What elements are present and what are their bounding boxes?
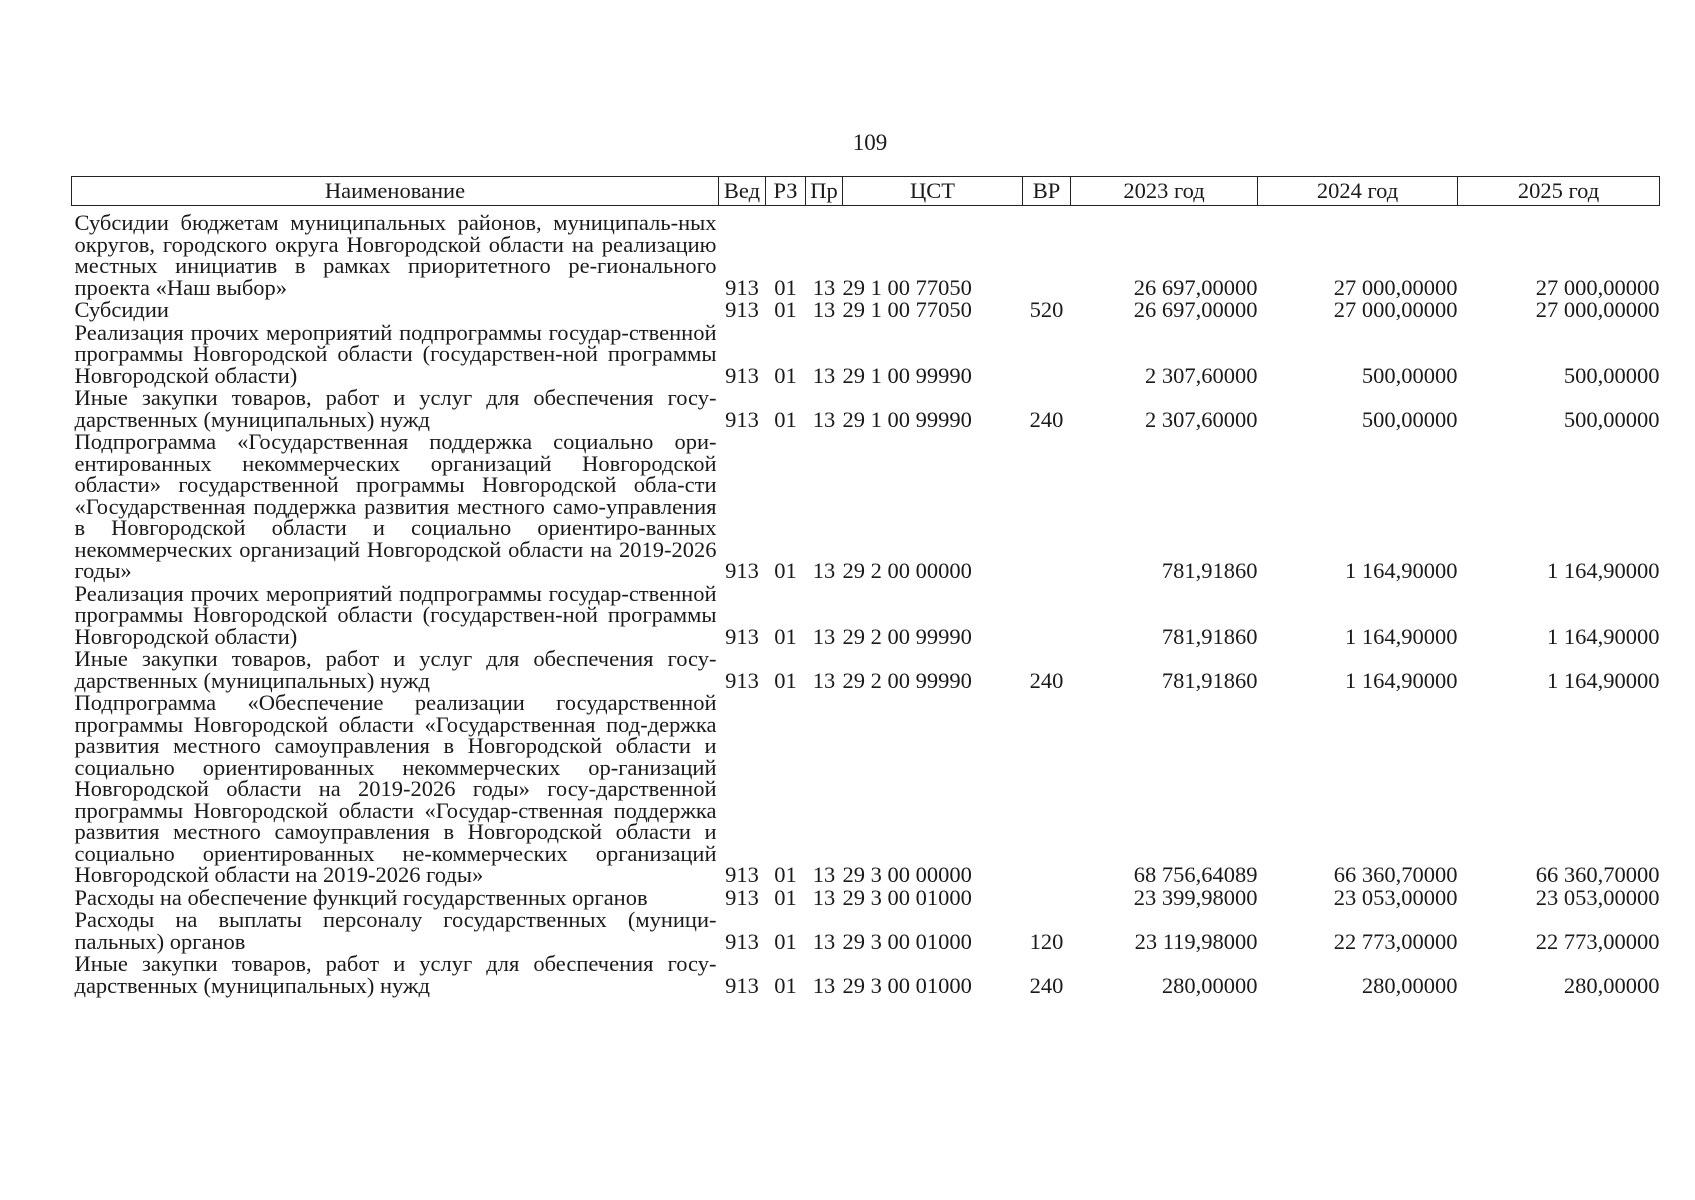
row-vr: 520	[1029, 297, 1064, 322]
row-pr: 13	[812, 623, 836, 649]
row-amount-2025: 1 164,90000	[1547, 558, 1660, 583]
row-amount-2025: 66 360,70000	[1535, 862, 1660, 887]
row-cst: 29 1 00 99990	[842, 406, 972, 432]
row-amount-2025: 1 164,90000	[1547, 667, 1660, 693]
row-ved: 913	[725, 558, 759, 583]
header-pr: Пр	[806, 177, 843, 206]
row-ved: 913	[725, 928, 759, 954]
table-row	[72, 953, 1660, 997]
row-vr: 240	[1029, 406, 1064, 432]
row-rz: 01	[774, 274, 797, 300]
row-name: Подпрограмма «Государственная поддержка социально ори-ентированных некоммерческих организаций Новгородской области» государственной программы Новгородской обла-сти «Государственная поддержка развития местного само-управления в Новгородской области и социально ориентиро-ванных некоммерческих организаций Новгородской области на 2019-2026 годы»	[74, 429, 717, 583]
row-rz: 01	[774, 623, 797, 649]
row-cst: 29 3 00 01000	[842, 884, 972, 910]
row-amount-2024: 23 053,00000	[1333, 884, 1458, 910]
row-vr	[1023, 322, 1071, 388]
row-pr: 13	[812, 862, 836, 887]
row-name: Подпрограмма «Обеспечение реализации государственной программы Новгородской области «Государственная под-держка развития местного самоуправления в Новгородской области и социально ориентированных некоммерческих ор-ганизаций Новгородской области на 2019-2026 годы» госу-дарственной программы Новгородской области «Государ-ственная поддержка развития местного самоуправления в Новгородской области и социально ориентированных не-коммерческих организаций Новгородской области на 2019-2026 годы»	[74, 690, 717, 887]
row-cst: 29 1 00 77050	[842, 297, 972, 322]
row-rz: 01	[774, 667, 797, 693]
row-ved: 913	[725, 623, 759, 649]
row-amount-2025: 23 053,00000	[1535, 884, 1660, 910]
row-rz: 01	[774, 928, 797, 954]
table-row	[72, 909, 1660, 953]
header-2024: 2024 год	[1258, 177, 1458, 206]
row-name: Реализация прочих мероприятий подпрограммы государ-ственной программы Новгородской области (государствен-ной программы Новгородской области)	[74, 580, 717, 649]
row-ved: 913	[725, 406, 759, 432]
header-ved: Вед	[719, 177, 766, 206]
row-amount-2023: 23 399,98000	[1133, 884, 1258, 910]
row-vr: 240	[1029, 667, 1064, 693]
row-amount-2025: 27 000,00000	[1535, 274, 1660, 300]
row-name: Иные закупки товаров, работ и услуг для обеспечения госу-дарственных (муниципальных) нужд	[74, 646, 717, 693]
table-row	[72, 692, 1660, 887]
table-row	[72, 206, 1660, 300]
row-amount-2025: 500,00000	[1563, 406, 1660, 432]
row-vr	[1023, 692, 1071, 887]
row-pr: 13	[812, 362, 836, 388]
row-amount-2024: 1 164,90000	[1345, 623, 1458, 649]
row-name: Расходы на обеспечение функций государственных органов	[74, 884, 648, 910]
row-amount-2023: 23 119,98000	[1134, 928, 1258, 954]
row-amount-2024: 500,00000	[1361, 406, 1458, 432]
row-ved: 913	[725, 972, 759, 998]
row-ved: 913	[725, 862, 759, 887]
row-cst: 29 3 00 00000	[842, 862, 972, 887]
budget-table	[71, 176, 1660, 997]
row-amount-2023: 781,91860	[1161, 667, 1258, 693]
row-pr: 13	[812, 297, 836, 322]
table-body	[72, 206, 1660, 998]
row-amount-2024: 22 773,00000	[1333, 928, 1458, 954]
row-vr	[1023, 431, 1071, 583]
row-name: Реализация прочих мероприятий подпрограммы государ-ственной программы Новгородской области (государствен-ной программы Новгородской области)	[74, 319, 717, 388]
header-vr: ВР	[1023, 177, 1071, 206]
row-amount-2023: 26 697,00000	[1133, 297, 1258, 322]
row-vr: 120	[1029, 928, 1064, 954]
row-ved: 913	[725, 274, 759, 300]
row-pr: 13	[812, 884, 836, 910]
table-row	[72, 887, 1660, 910]
row-amount-2023: 280,00000	[1161, 972, 1258, 998]
header-2023: 2023 год	[1071, 177, 1258, 206]
row-name: Субсидии бюджетам муниципальных районов, муниципаль-ных округов, городского округа Новгородской области на реализацию местных инициатив в рамках приоритетного ре-гионального проекта «Наш выбор»	[74, 210, 717, 300]
table-row	[72, 583, 1660, 649]
row-amount-2024: 27 000,00000	[1333, 297, 1458, 322]
row-cst: 29 1 00 99990	[842, 362, 972, 388]
row-cst: 29 3 00 01000	[842, 972, 972, 998]
row-cst: 29 2 00 00000	[842, 558, 972, 583]
row-pr: 13	[812, 274, 836, 300]
row-amount-2024: 27 000,00000	[1333, 274, 1458, 300]
row-amount-2024: 66 360,70000	[1333, 862, 1458, 887]
header-cst: ЦСТ	[843, 177, 1023, 206]
row-amount-2025: 27 000,00000	[1535, 297, 1660, 322]
row-rz: 01	[774, 297, 797, 322]
row-amount-2025: 500,00000	[1563, 362, 1660, 388]
row-amount-2024: 280,00000	[1361, 972, 1458, 998]
row-cst: 29 2 00 99990	[842, 667, 972, 693]
row-amount-2024: 1 164,90000	[1345, 667, 1458, 693]
row-ved: 913	[725, 667, 759, 693]
row-vr: 240	[1029, 972, 1064, 998]
header-2025: 2025 год	[1458, 177, 1660, 206]
row-ved: 913	[725, 297, 759, 322]
row-pr: 13	[812, 928, 836, 954]
row-amount-2023: 26 697,00000	[1133, 274, 1258, 300]
row-amount-2023: 2 307,60000	[1145, 406, 1258, 432]
table-row	[72, 431, 1660, 583]
row-amount-2023: 68 756,64089	[1133, 862, 1258, 887]
row-rz: 01	[774, 884, 797, 910]
row-ved: 913	[725, 884, 759, 910]
row-rz: 01	[774, 406, 797, 432]
header-name: Наименование	[72, 177, 719, 206]
row-rz: 01	[774, 862, 797, 887]
row-name: Иные закупки товаров, работ и услуг для обеспечения госу-дарственных (муниципальных) нужд	[74, 385, 717, 432]
header-row	[72, 177, 1660, 206]
table-row	[72, 648, 1660, 692]
table-header	[72, 177, 1660, 206]
row-pr: 13	[812, 558, 836, 583]
row-pr: 13	[812, 406, 836, 432]
row-cst: 29 1 00 77050	[842, 274, 972, 300]
row-ved: 913	[725, 362, 759, 388]
row-amount-2025: 1 164,90000	[1547, 623, 1660, 649]
row-name: Субсидии	[74, 297, 169, 322]
row-amount-2025: 22 773,00000	[1535, 928, 1660, 954]
row-rz: 01	[774, 362, 797, 388]
row-pr: 13	[812, 667, 836, 693]
row-cst: 29 2 00 99990	[842, 623, 972, 649]
header-rz: РЗ	[766, 177, 806, 206]
table-row	[72, 299, 1660, 322]
row-vr	[1023, 887, 1071, 910]
row-amount-2024: 500,00000	[1361, 362, 1458, 388]
row-amount-2023: 2 307,60000	[1145, 362, 1258, 388]
row-vr	[1023, 206, 1071, 300]
table-row	[72, 322, 1660, 388]
row-name: Расходы на выплаты персоналу государственных (муници-пальных) органов	[74, 907, 717, 954]
row-cst: 29 3 00 01000	[842, 928, 972, 954]
row-amount-2025: 280,00000	[1563, 972, 1660, 998]
row-pr: 13	[812, 972, 836, 998]
row-amount-2023: 781,91860	[1161, 558, 1258, 583]
page-number: 109	[852, 130, 888, 155]
row-rz: 01	[774, 558, 797, 583]
row-amount-2024: 1 164,90000	[1345, 558, 1458, 583]
row-vr	[1023, 583, 1071, 649]
table-row	[72, 387, 1660, 431]
row-name: Иные закупки товаров, работ и услуг для обеспечения госу-дарственных (муниципальных) нужд	[74, 951, 717, 998]
row-amount-2023: 781,91860	[1161, 623, 1258, 649]
row-rz: 01	[774, 972, 797, 998]
